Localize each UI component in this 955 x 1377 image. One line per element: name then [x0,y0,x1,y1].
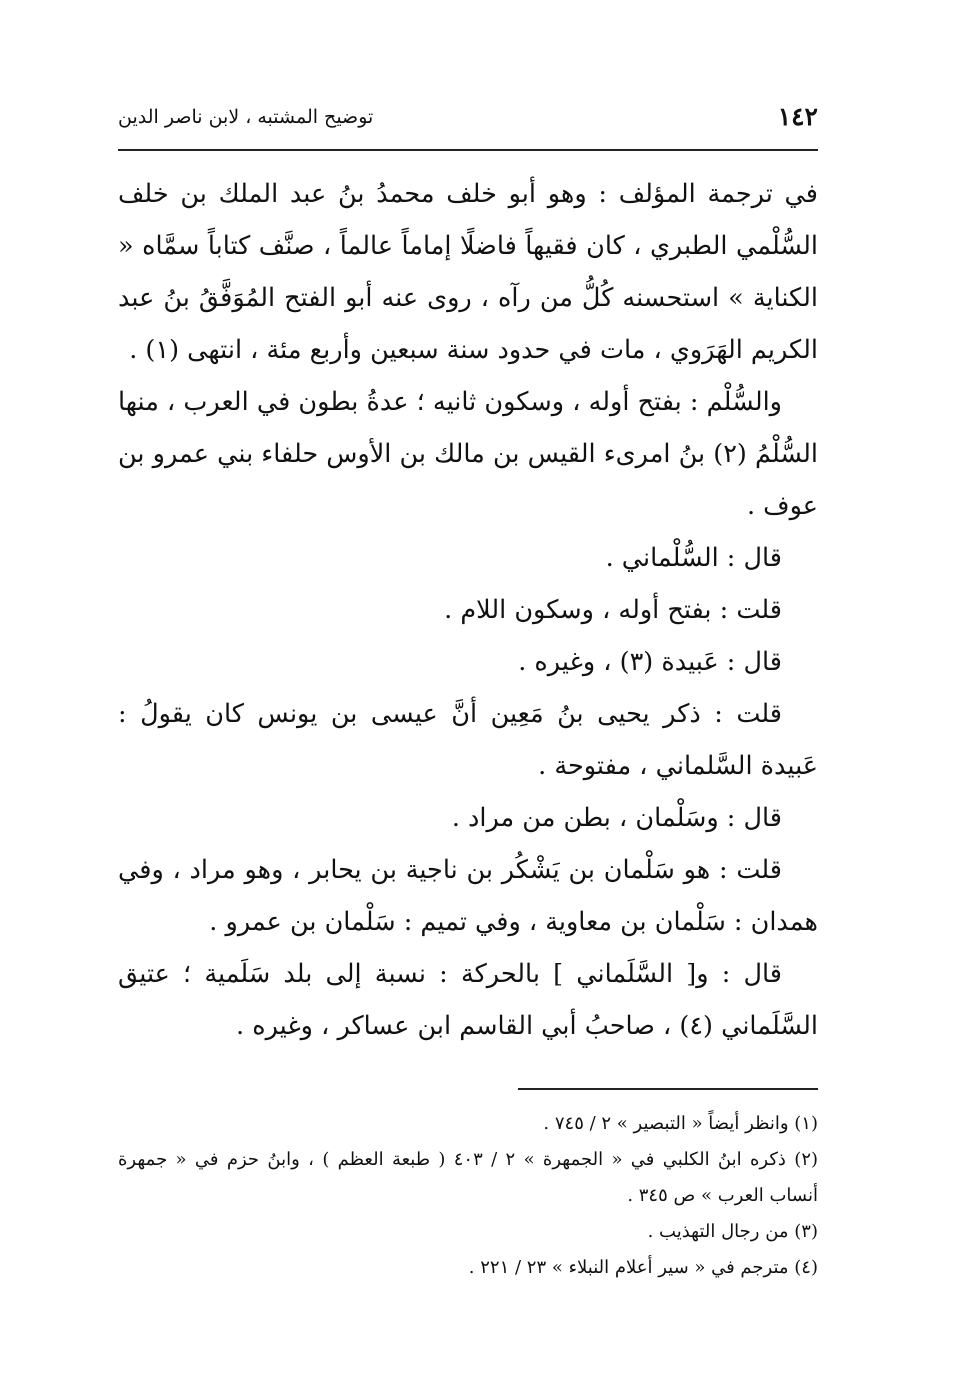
page-number: ١٤٢ [777,102,818,131]
entry-qultu-yahya: قلت : ذكر يحيى بنُ مَعِين أنَّ عيسى بن يونس كان يقولُ : عَبيدة السَّلماني ، مفتوحة . [118,699,818,781]
footnote-2: (٢) ذكره ابنُ الكلبي في « الجمهرة » ٢ / ٤٠٣ ( طبعة العظم ) ، وابنُ حزم في « جمهرة أنساب العرب » ص ٣٤٥ . [118,1149,819,1206]
footnote-1: (١) وانظر أيضاً « التبصير » ٢ / ٧٤٥ . [543,1113,818,1134]
main-text [118,168,818,1052]
footnote-rule [518,1088,818,1090]
footnote-3: (٣) من رجال التهذيب . [647,1221,818,1242]
header-rule [118,149,818,151]
footnote-4: (٤) مترجم في « سير أعلام النبلاء » ٢٣ / ٢٢١ . [468,1257,818,1278]
page-header [118,92,818,140]
entry-qultu-salman: قلت : هو سَلْمان بن يَشْكُر بن ناجية بن يحابر ، وهو مراد ، وفي همدان : سَلْمان بن معاوية ، وفي تميم : سَلْمان بن عمرو . [118,855,818,937]
entry-qultu-vocalization: قلت : بفتح أوله ، وسكون اللام . [444,595,782,625]
entry-qal-salman: قال : وسَلْمان ، بطن من مراد . [451,803,782,833]
footnotes [118,1106,818,1286]
entry-qal-sulmani: قال : السُّلْماني . [605,543,782,573]
entry-qal-abida: قال : عَبيدة (٣) ، وغيره . [518,647,782,677]
paragraph-sulm: والسُّلْم : بفتح أوله ، وسكون ثانيه ؛ عدةُ بطون في العرب ، منها السُّلْمُ (٢) بنُ امرىء القيس بن مالك بن الأوس حلفاء بني عمرو بن عوف . [118,387,818,521]
entry-qal-salamani: قال : و[ السَّلَماني ] بالحركة : نسبة إلى بلد سَلَمية ؛ عتيق السَّلَماني (٤) ، صاحبُ أبي القاسم ابن عساكر ، وغيره . [118,959,818,1041]
running-title: توضيح المشتبه ، لابن ناصر الدين [118,106,374,128]
paragraph-author-biography: في ترجمة المؤلف : وهو أبو خلف محمدُ بنُ عبد الملك بن خلف السُّلْمي الطبري ، كان فقيهاً فاضلًا إماماً عالماً ، صنَّف كتاباً سمَّاه « الكناية » استحسنه كُلُّ من رآه ، روى عنه أبو الفتح المُوَفَّقُ بنُ عبد الكريم الهَرَوي ، مات في حدود سنة سبعين وأربع مئة ، انتهى (١) . [118,179,818,365]
